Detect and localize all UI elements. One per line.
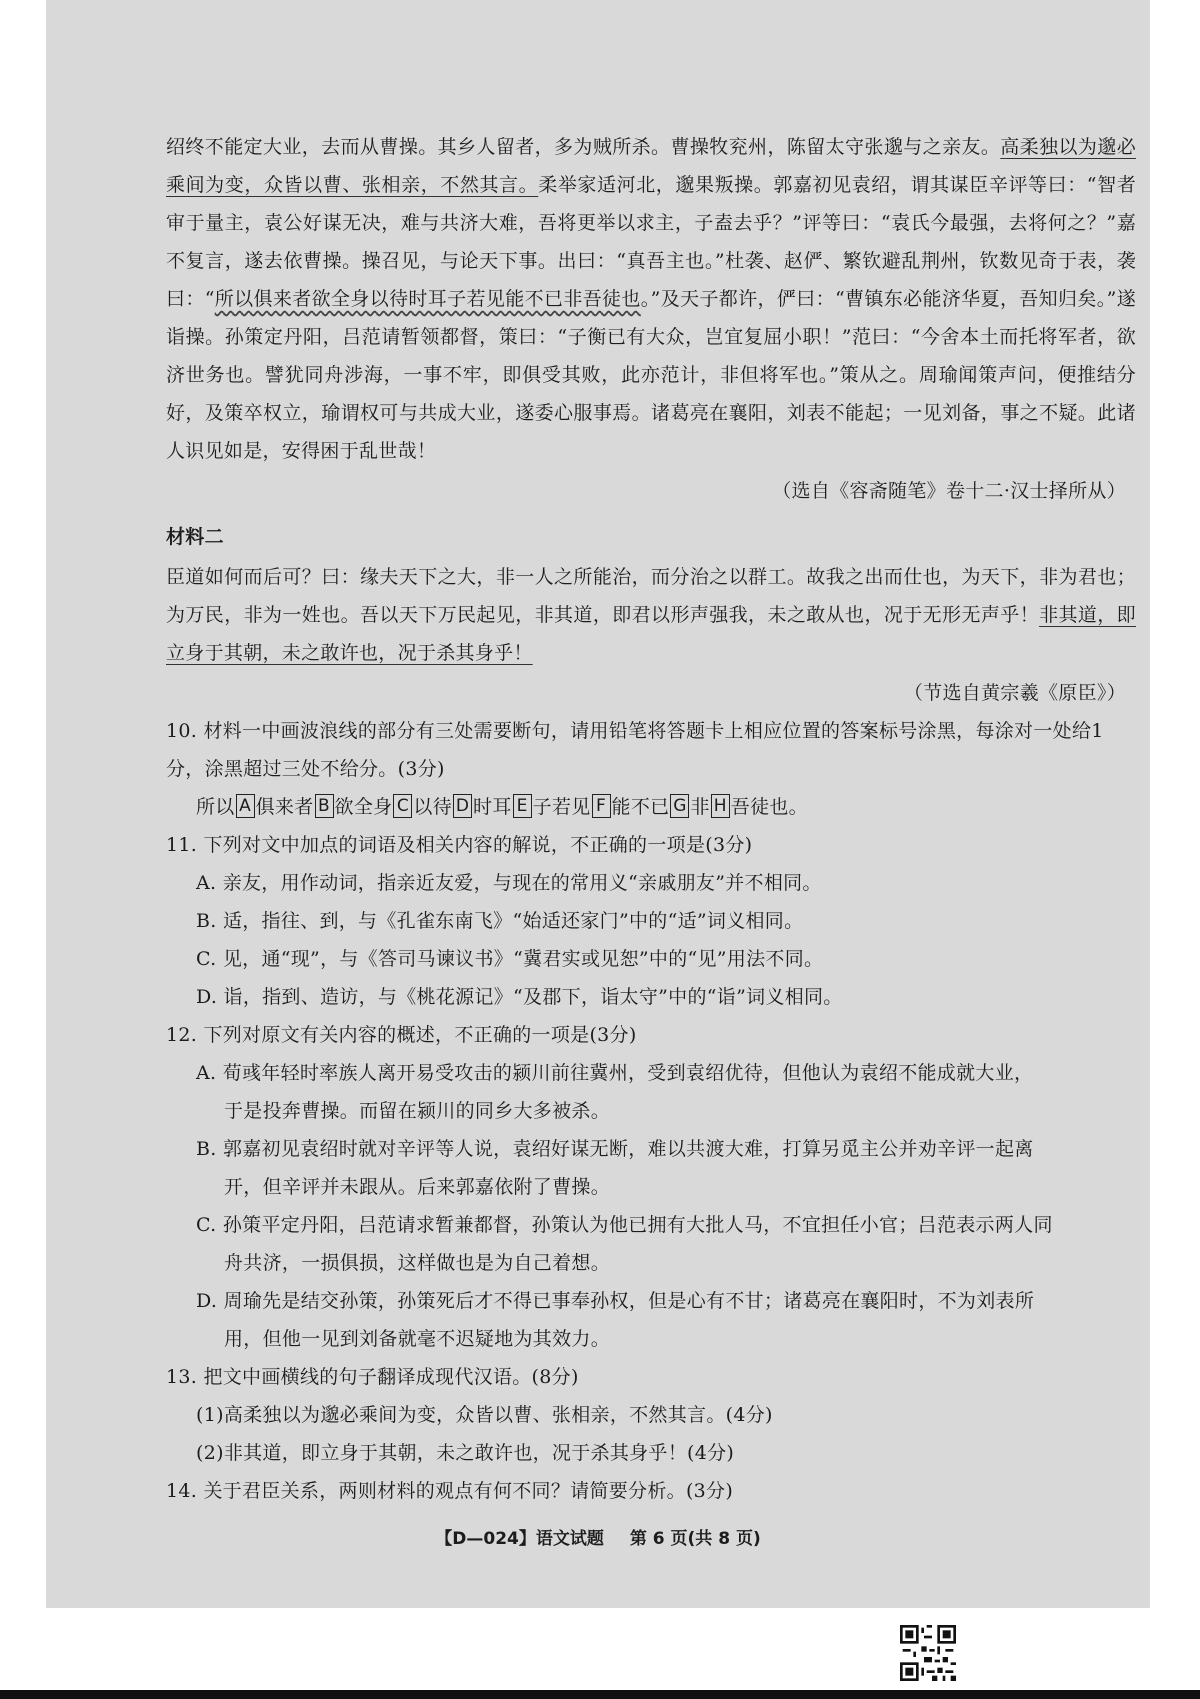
question-13 (166, 1358, 1136, 1472)
question-11 (166, 826, 1136, 1016)
question-10-stem: 10. 材料一中画波浪线的部分有三处需要断句，请用铅笔将答题卡上相应位置的答案标号涂黑，每涂对一处给1分，涂黑超过三处不给分。(3分) (166, 720, 1104, 780)
material-one-intro: 绍终不能定大业，去而从曹操。其乡人留者，多为贼所杀。曹操牧兖州，陈留太守张邈与之亲友。 (166, 136, 1001, 158)
punctuation-boxes (166, 788, 1136, 826)
question-12 (166, 1016, 1136, 1358)
page-content (166, 128, 1136, 1510)
segment-text: 俱来者 (255, 796, 314, 818)
material-two-source: （节选自黄宗羲《原臣》） (903, 682, 1126, 704)
material-one-body-continued: 。”及天子都许，俨曰：“曹镇东必能济华夏，吾知归矣。”遂诣操。孙策定丹阳，吕范请暂领都督，策曰：“子衡已有大众，岂宜复屈小职！”范曰：“今舍本土而托将军者，欲济世务也。譬犹同舟涉海，一事不牢，即俱受其败，此亦范计，非但将军也。”策从之。周瑜闻策声问，便推结分好，及策卒权立，瑜谓权可与共成大业，遂委心服事焉。诸葛亮在襄阳，刘表不能起；一见刘备，事之不疑。此诸人识见如是，安得困于乱世哉！ (166, 288, 1136, 462)
question-11-option-c: C. 见，通“现”，与《答司马谏议书》“冀君实或见恕”中的“见”用法不同。 (196, 948, 824, 970)
page-footer (46, 1524, 1150, 1549)
segment-text: 吾徒也。 (730, 796, 808, 818)
material-one-source: （选自《容斋随笔》卷十二·汉士择所从） (772, 480, 1126, 502)
segment-text: 子若见 (532, 796, 591, 818)
question-11-option-b: B. 适，指往、到，与《孔雀东南飞》“始适还家门”中的“适”词义相同。 (196, 910, 804, 932)
question-14-stem: 14. 关于君臣关系，两则材料的观点有何不同？请简要分析。(3分) (166, 1480, 734, 1502)
question-12-option-c: C. 孙策平定丹阳，吕范请求暂兼都督，孙策认为他已拥有大批人马，不宜担任小官；吕范表示两人同 (196, 1214, 1053, 1236)
question-12-option-d-cont: 用，但他一见到刘备就毫不迟疑地为其效力。 (224, 1328, 611, 1350)
exam-code: 【D—024】语文试题 (435, 1529, 604, 1549)
segment-text: 能不已 (611, 796, 670, 818)
answer-box-a[interactable]: A (236, 794, 255, 818)
segment-text: 以待 (413, 796, 453, 818)
material-one-underlined-sentence: 高柔独以为邈必乘间为变，众皆以曹、张相亲，不然其言。 (166, 136, 1136, 196)
question-14 (166, 1472, 1136, 1510)
material-one-wavy-passage: 所以俱来者欲全身以待时耳子若见能不已非吾徒也 (214, 288, 641, 310)
segment-text: 欲全身 (334, 796, 393, 818)
question-12-option-c-cont: 舟共济，一损俱损，这样做也是为自己着想。 (224, 1252, 611, 1274)
answer-box-h[interactable]: H (711, 794, 730, 818)
material-two-text (166, 558, 1136, 672)
question-12-option-a-cont: 于是投奔曹操。而留在颍川的同乡大多被杀。 (224, 1100, 611, 1122)
question-13-stem: 13. 把文中画横线的句子翻译成现代汉语。(8分) (166, 1366, 579, 1388)
answer-box-d[interactable]: D (453, 794, 472, 818)
page-number: 第 6 页(共 8 页) (629, 1529, 761, 1549)
material-two-heading: 材料二 (166, 526, 224, 548)
exam-page (46, 0, 1150, 1608)
material-one-text (166, 128, 1136, 470)
material-two-body: 臣道如何而后可？曰：缘夫天下之大，非一人之所能治，而分治之以群工。故我之出而仕也，为天下，非为君也；为万民，非为一姓也。吾以天下万民起见，非其道，即君以形声强我，未之敢从也，况于无形无声乎！ (166, 566, 1136, 626)
qr-code-icon (900, 1625, 956, 1681)
question-13-sentence-1: (1)高柔独以为邈必乘间为变，众皆以曹、张相亲，不然其言。(4分) (196, 1404, 773, 1426)
question-12-option-b-cont: 开，但辛评并未跟从。后来郭嘉依附了曹操。 (224, 1176, 611, 1198)
question-10 (166, 712, 1136, 826)
segment-text: 时耳 (473, 796, 512, 818)
question-11-option-a: A. 亲友，用作动词，指亲近友爱，与现在的常用义“亲戚朋友”并不相同。 (196, 872, 822, 894)
segment-text: 所以 (196, 796, 235, 818)
scan-bottom-edge (0, 1690, 1200, 1699)
answer-box-g[interactable]: G (670, 794, 689, 818)
question-12-stem: 12. 下列对原文有关内容的概述，不正确的一项是(3分) (166, 1024, 637, 1046)
question-13-sentence-2: (2)非其道，即立身于其朝，未之敢许也，况于杀其身乎！(4分) (196, 1442, 735, 1464)
question-12-option-d: D. 周瑜先是结交孙策，孙策死后才不得已事奉孙权，但是心有不甘；诸葛亮在襄阳时，不为刘表所 (196, 1290, 1035, 1312)
question-12-option-b: B. 郭嘉初见袁绍时就对辛评等人说，袁绍好谋无断，难以共渡大难，打算另觅主公并劝辛评一起离 (196, 1138, 1034, 1160)
answer-box-e[interactable]: E (513, 794, 532, 818)
answer-box-f[interactable]: F (592, 794, 611, 818)
question-11-stem: 11. 下列对文中加点的词语及相关内容的解说，不正确的一项是(3分) (166, 834, 753, 856)
segment-text: 非 (690, 796, 710, 818)
answer-box-c[interactable]: C (393, 794, 412, 818)
answer-box-b[interactable]: B (315, 794, 334, 818)
question-12-option-a: A. 荀彧年轻时率族人离开易受攻击的颍川前往冀州，受到袁绍优待，但他认为袁绍不能成就大业， (196, 1062, 1034, 1084)
material-one-body: 柔举家适河北，邈果叛操。郭嘉初见袁绍，谓其谋臣辛评等曰：“智者审于量主，袁公好谋无决，难与共济大难，吾将更举以求主，子盍去乎？”评等曰：“袁氏今最强，去将何之？”嘉不复言，遂去依曹操。操召见，与论天下事。出曰：“真吾主也。”杜袭、赵俨、繁钦避乱荆州，钦数见奇于表，袭曰：“ (166, 174, 1137, 310)
material-two-underlined-sentence: 非其道，即立身于其朝，未之敢许也，况于杀其身乎！ (166, 604, 1136, 664)
question-11-option-d: D. 诣，指到、造访，与《桃花源记》“及郡下，诣太守”中的“诣”词义相同。 (196, 986, 843, 1008)
